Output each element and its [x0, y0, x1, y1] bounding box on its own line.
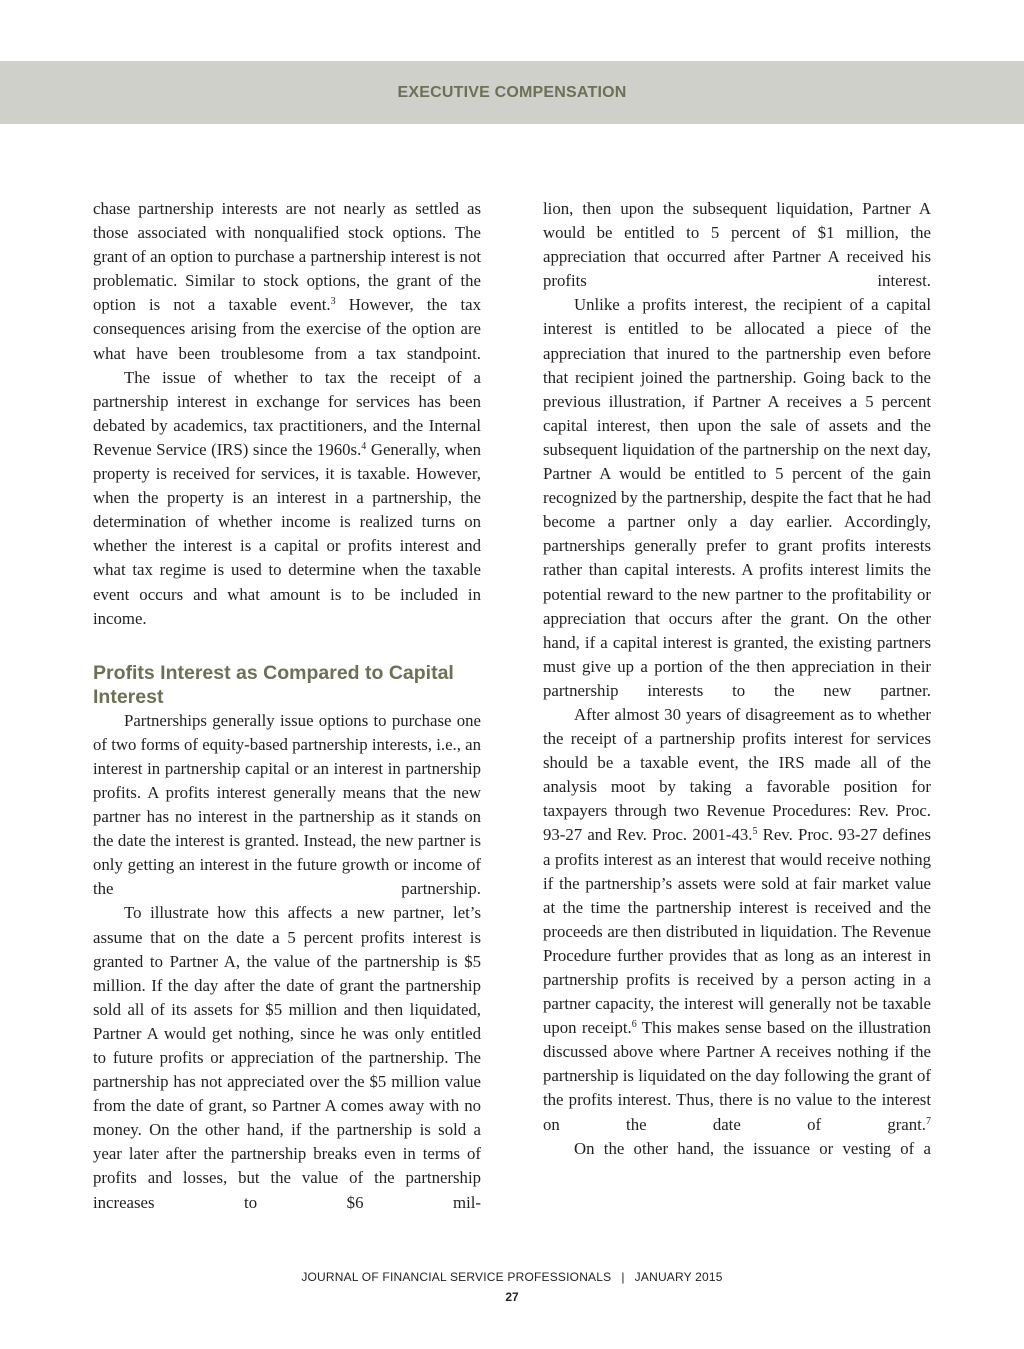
paragraph: chase partnership interests are not nearly as settled as those associated with nonqualified stock options. The grant of an option to purchase a partnership interest is not problematic. Similar to stock options, the grant of the option is not a taxable event.$^3$ However, the tax consequences arising from the exercise of the option are what have been troublesome from a tax standpoint. [93, 199, 481, 363]
footnote-ref: 4 [361, 440, 367, 452]
issue-date: JANUARY 2015 [634, 1270, 723, 1284]
footnote-ref: 7 [926, 1115, 931, 1127]
footnote-ref: 6 [631, 1019, 637, 1031]
paragraph: Unlike a profits interest, the recipient of a capital interest is entitled to be allocated a piece of the appreciation that inured to the partnership even before that recipient joined the partnership. Going back to the previous illustration, if Partner A receives a 5 percent capital interest, then upon the sale of assets and the subsequent liquidation of the partnership on the next day, Partner A would be entitled to 5 percent of the gain recognized by the partnership, despite the fact that he had become a partner only a day earlier. Accordingly, partnerships generally prefer to grant profits interests rather than capital interests. A profits interest limits the potential reward to the new partner to the profitability or appreciation that occurs after the grant. On the other hand, if a capital interest is granted, the existing partners must give up a portion of the then appreciation in their partnership interests to the new partner. [543, 295, 931, 700]
paragraph: To illustrate how this affects a new partner, let’s assume that on the date a 5 percent profits interest is granted to Partner A, the value of the partnership is $5 million. If the day after the date of grant the partnership sold all of its assets for $5 million and then liquidated, Partner A would get nothing, since he was only entitled to future profits or appreciation of the partnership. The partnership has not appreciated over the $5 million value from the date of grant, so Partner A comes away with no money. On the other hand, if the partnership is sold a year later after the partnership breaks even in terms of profits and losses, but the value of the partnership increases to $6 mil- [93, 903, 481, 1212]
paragraph: On the other hand, the issuance or vesting of a [574, 1138, 931, 1158]
footnote-ref: 5 [752, 826, 758, 838]
paragraph: The issue of whether to tax the receipt of a partnership interest in exchange for services has been debated by academics, tax practitioners, and the Internal Revenue Service (IRS) since the 1960s.$^4$ Generally, when property is received for services, it is taxable. However, when the property is an interest in a partnership, the determination of whether income is realized turns on whether the interest is a capital or profits interest and what tax regime is used to determine when the taxable event occurs and what amount is to be included in income. [93, 367, 481, 628]
paragraph: Partnerships generally issue options to purchase one of two forms of equity-based partnership interests, i.e., an interest in partnership capital or an interest in partnership profits. A profits interest generally means that the new partner has no interest in the partnership as it stands on the date the interest is granted. Instead, the new partner is only getting an interest in the future growth or income of the partnership. [93, 710, 481, 899]
journal-title: JOURNAL OF FINANCIAL SERVICE PROFESSIONALS [301, 1270, 612, 1284]
page-number: 27 [505, 1290, 519, 1304]
paragraph: lion, then upon the subsequent liquidation, Partner A would be entitled to 5 percent of $1 million, the appreciation that occurred after Partner A received his profits interest. [543, 199, 931, 291]
right-column [543, 197, 931, 1161]
left-column [93, 197, 481, 1215]
journal-footer [0, 1270, 1024, 1284]
section-heading: Profits Interest as Compared to Capital Interest [93, 661, 454, 708]
paragraph: After almost 30 years of disagreement as to whether the receipt of a partnership profits interest for services should be a taxable event, the IRS made all of the analysis moot by taking a favorable position for taxpayers through two Revenue Procedures: Rev. Proc. 93-27 and Rev. Proc. 2001-43.$^5$ Rev. Proc. 93-27 defines a profits interest as an interest that would receive nothing if the partnership’s assets were sold at fair market value at the time the partnership interest is received and the proceeds are then distributed in liquidation. The Revenue Procedure further provides that as long as an interest in partnership profits is received by a person acting in a partner capacity, the interest will generally not be taxable upon receipt.$^6$ This makes sense based on the illustration discussed above where Partner A receives nothing if the partnership is liquidated on the day following the grant of the profits interest. Thus, there is no value to the interest on the date of grant.$^7$ [543, 704, 932, 1134]
footer-separator: | [621, 1270, 625, 1284]
section-label: EXECUTIVE COMPENSATION [397, 84, 627, 101]
footnote-ref: 3 [330, 296, 336, 308]
